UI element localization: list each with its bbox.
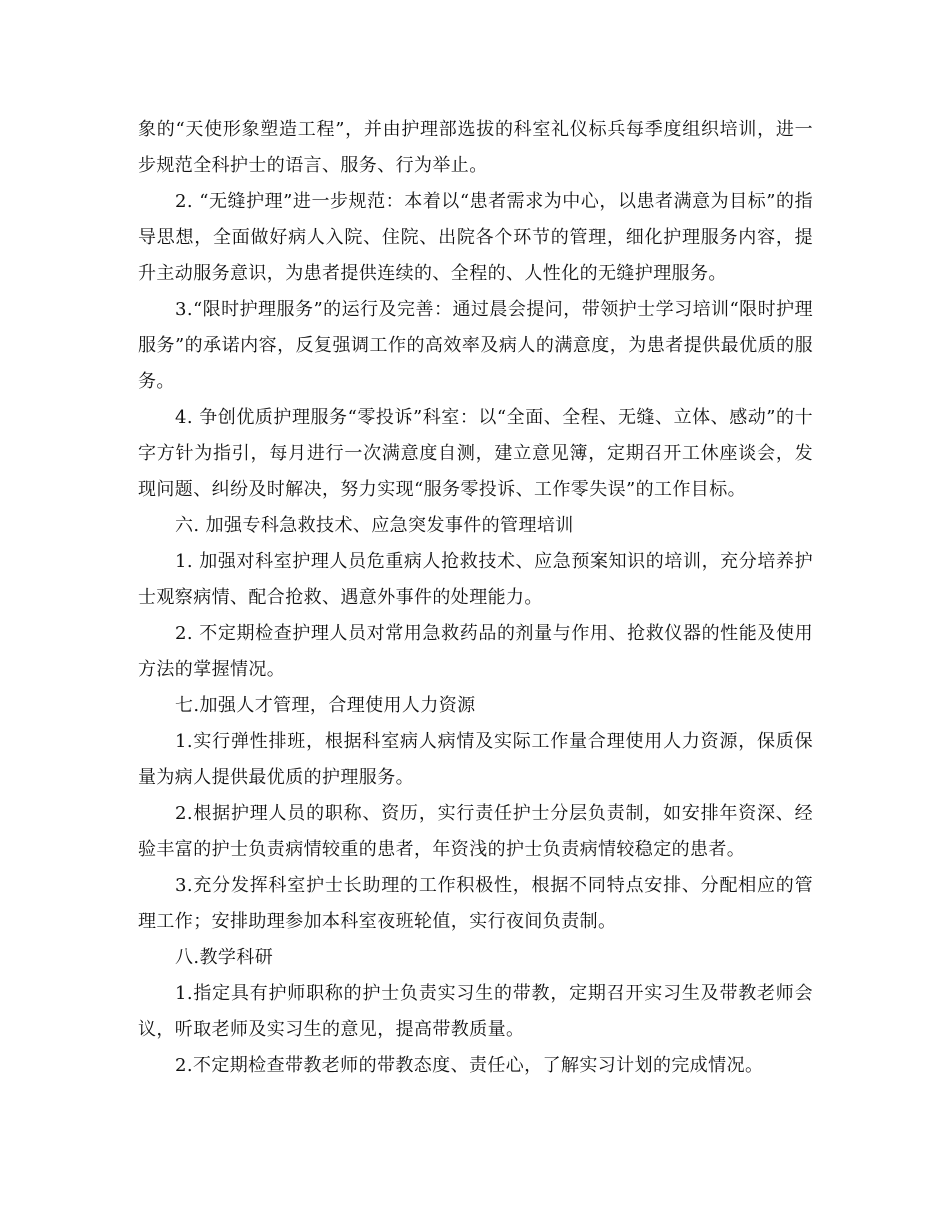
- paragraph-item-rescue-training: 1. 加强对科室护理人员危重病人抢救技术、应急预案知识的培训，充分培养护士观察病情、配合抢救、遇意外事件的处理能力。: [138, 551, 813, 608]
- paragraph-item-drug-inspection: 2. 不定期检查护理人员对常用急救药品的剂量与作用、抢救仪器的性能及使用方法的掌握情况。: [138, 623, 813, 680]
- paragraph-item-seamless-nursing: 2. “无缝护理”进一步规范：本着以“患者需求为中心，以患者满意为目标”的指导思想，全面做好病人入院、住院、出院各个环节的管理，细化护理服务内容，提升主动服务意识，为患者提供连续的、全程的、人性化的无缝护理服务。: [138, 191, 813, 284]
- paragraph-item-tiered-responsibility: 2.根据护理人员的职称、资历，实行责任护士分层负责制，如安排年资深、经验丰富的护士负责病情较重的患者，年资浅的护士负责病情较稳定的患者。: [138, 803, 813, 860]
- section-heading-emergency-training: 六. 加强专科急救技术、应急突发事件的管理培训: [175, 515, 574, 536]
- section-heading-talent-management: 七.加强人才管理，合理使用人力资源: [175, 695, 476, 716]
- paragraph-item-flexible-scheduling: 1.实行弹性排班，根据科室病人病情及实际工作量合理使用人力资源，保质保量为病人提供最优质的护理服务。: [138, 731, 813, 788]
- document-page: [138, 112, 813, 1084]
- paragraph-item-zero-complaint: 4. 争创优质护理服务“零投诉”科室：以“全面、全程、无缝、立体、感动”的十字方针为指引，每月进行一次满意度自测，建立意见簿，定期召开工休座谈会，发现问题、纠纷及时解决，努力实现“服务零投诉、工作零失误”的工作目标。: [138, 407, 813, 500]
- paragraph-item-timed-nursing: 3.“限时护理服务”的运行及完善：通过晨会提问，带领护士学习培训“限时护理服务”的承诺内容，反复强调工作的高效率及病人的满意度，为患者提供最优质的服务。: [138, 299, 813, 392]
- paragraph-item-teacher-inspection: 2.不定期检查带教老师的带教态度、责任心，了解实习计划的完成情况。: [175, 1055, 764, 1076]
- paragraph-continuation: 象的“天使形象塑造工程”，并由护理部选拔的科室礼仪标兵每季度组织培训，进一步规范全科护士的语言、服务、行为举止。: [138, 119, 813, 176]
- paragraph-item-intern-teaching: 1.指定具有护师职称的护士负责实习生的带教，定期召开实习生及带教老师会议，听取老师及实习生的意见，提高带教质量。: [138, 983, 813, 1040]
- section-heading-teaching-research: 八.教学科研: [175, 947, 274, 968]
- paragraph-item-assistant-role: 3.充分发挥科室护士长助理的工作积极性，根据不同特点安排、分配相应的管理工作；安排助理参加本科室夜班轮值，实行夜间负责制。: [138, 875, 813, 932]
